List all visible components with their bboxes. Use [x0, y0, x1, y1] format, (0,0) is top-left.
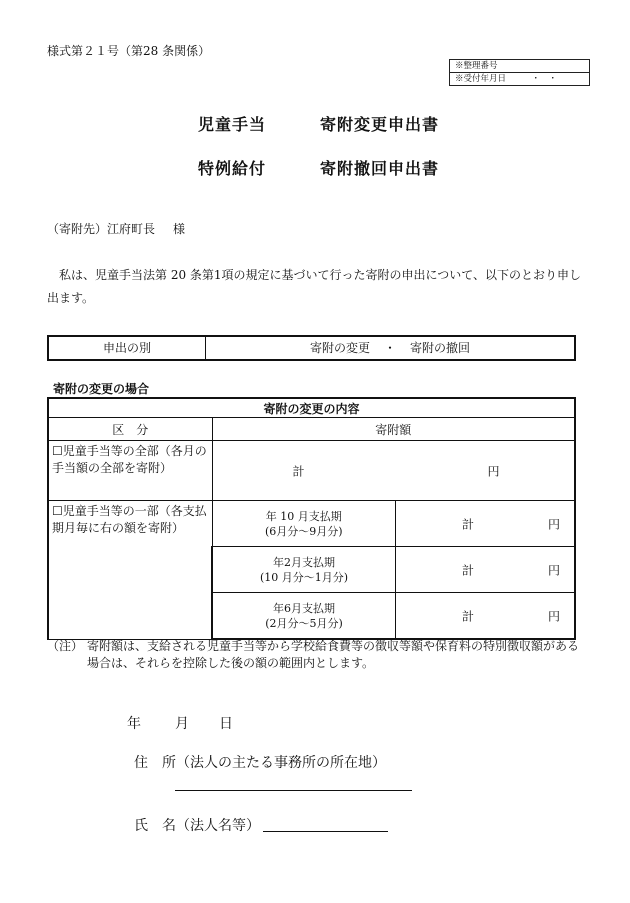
title-donation-withdrawal: 寄附撤回申出書: [320, 159, 440, 178]
february-amount-field[interactable]: [396, 547, 576, 593]
column-category: 区 分: [48, 418, 212, 441]
name-label: 氏 名（法人名等）: [134, 818, 260, 834]
name-input-line[interactable]: [263, 831, 388, 832]
title-donation-change: 寄附変更申出書: [320, 115, 440, 134]
day-label: 日: [219, 716, 233, 732]
total-label: 計: [462, 609, 475, 623]
period-name: 年2月支払期: [273, 555, 335, 569]
period-months: (10 月分～1月分): [259, 570, 349, 584]
period-name: 年6月支払期: [273, 601, 335, 615]
total-label: 計: [462, 517, 475, 531]
yen-label: 円: [547, 517, 560, 531]
all-amount-field[interactable]: [212, 441, 575, 501]
yen-label: 円: [547, 563, 560, 577]
date-line[interactable]: [127, 713, 233, 733]
period-months: (6月分～9月分): [264, 524, 343, 538]
period-name: 年 10 月支払期: [265, 509, 342, 523]
october-amount-field[interactable]: [396, 501, 576, 547]
address-label: 住 所（法人の主たる事務所の所在地）: [134, 755, 386, 771]
declaration-text: 私は、児童手当法第 20 条第1項の規定に基づいて行った寄附の申出について、以下のとおり申し出ます。: [47, 268, 582, 305]
total-label: 計: [292, 464, 305, 478]
june-amount-field[interactable]: [396, 593, 576, 640]
table-title: 寄附の変更の内容: [48, 398, 575, 418]
recipient-name: （寄附先）江府町長: [47, 222, 156, 236]
period-june: [212, 593, 396, 640]
request-type-label: 申出の別: [49, 337, 206, 359]
option-change[interactable]: 寄附の変更: [309, 341, 370, 355]
yen-label: 円: [487, 464, 500, 478]
request-type-options: [206, 337, 574, 359]
year-label: 年: [127, 716, 141, 732]
period-months: (2月分～5月分): [265, 616, 343, 630]
period-october: [212, 501, 396, 547]
option-withdraw[interactable]: 寄附の撤回: [410, 341, 471, 355]
yen-label: 円: [547, 609, 560, 623]
reference-number-field: ※整理番号: [455, 61, 498, 71]
title-special-benefit: 特例給付: [198, 159, 267, 178]
request-type-table: [47, 335, 576, 361]
column-amount: 寄附額: [212, 418, 575, 441]
note-text: 寄附額は、支給される児童手当等から学校給食費等の徴収等額や保育料の特別徴収額がある場合は、それらを控除した後の額の範囲内とします。: [87, 639, 580, 670]
received-date-field: ※受付年月日 ・ ・: [450, 72, 589, 85]
option-all-label[interactable]: ☐児童手当等の全部（各月の手当額の全部を寄附）: [48, 441, 212, 501]
month-label: 月: [175, 716, 189, 732]
change-details-table: [47, 397, 576, 640]
footnote: [47, 638, 587, 672]
form-number: 様式第２１号（第28 条関係）: [47, 44, 211, 58]
title-child-allowance: 児童手当: [198, 115, 267, 134]
office-use-box: [449, 59, 590, 86]
recipient-honorific: 様: [173, 222, 186, 236]
change-section-heading: 寄附の変更の場合: [53, 382, 150, 396]
note-mark: （注）: [47, 639, 84, 653]
option-separator: ・: [383, 341, 396, 355]
period-february: [212, 547, 396, 593]
address-input-line[interactable]: [175, 790, 412, 791]
option-part-label[interactable]: ☐児童手当等の一部（各支払期月毎に右の額を寄附）: [48, 501, 212, 640]
total-label: 計: [462, 563, 475, 577]
recipient: [47, 220, 185, 237]
